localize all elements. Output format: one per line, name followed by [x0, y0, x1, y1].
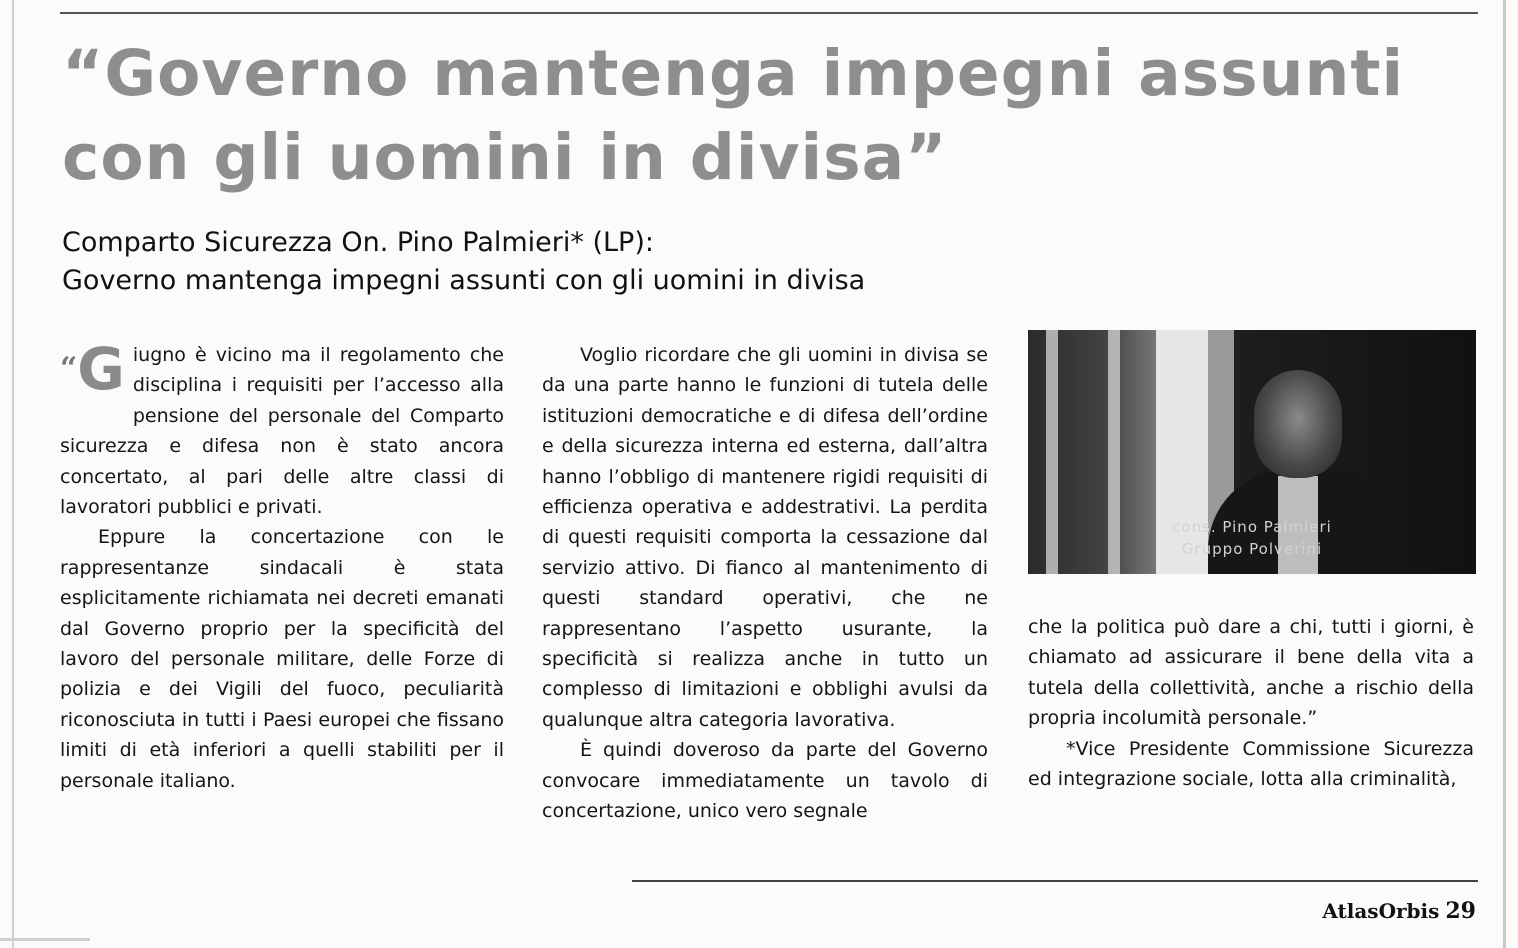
subtitle-line-1: Comparto Sicurezza On. Pino Palmieri* (LP): [62, 227, 654, 258]
photo-caption [1028, 516, 1476, 560]
column-3-paragraph-1: che la politica può dare a chi, tutti i giorni, è chiamato ad assicurare il bene della vita a tutela della collettività, anche a rischio della propria incolumità personale.” [1028, 616, 1474, 730]
scan-mark [0, 938, 90, 941]
top-rule [60, 12, 1478, 14]
subtitle [62, 224, 1062, 300]
column-1-paragraph-1 [60, 340, 504, 522]
subtitle-line-2: Governo mantenga impegni assunti con gli uomini in divisa [62, 265, 866, 296]
person-head [1254, 370, 1342, 478]
article-column-2 [542, 340, 988, 827]
headline-line-1: “Governo mantenga impegni assunti [62, 37, 1405, 110]
headline [62, 32, 1462, 200]
column-2-paragraph-1: Voglio ricordare che gli uomini in divisa se da una parte hanno le funzioni di tutela delle istituzioni democratiche e di difesa dell’ordine e della sicurezza interna ed esterna, dall’altra hanno l’obbligo di mantenere rigidi requisiti di efficienza operativa e addestrativi. La perdita di questi requisiti comporta la cessazione dal servizio attivo. Di fianco al mantenimento di questi standard operativi, che ne rappresentano l’aspetto usurante, la specificità si realizza anche in tutto un complesso di limitazioni e obblighi avulsi da qualunque altra categoria lavorativa. [542, 344, 988, 731]
photo-caption-name: cons. Pino Palmieri [1172, 518, 1332, 536]
magazine-logo: AtlasOrbis [1322, 899, 1440, 923]
column-2-paragraph-2: È quindi doveroso da parte del Governo convocare immediatamente un tavolo di concertazione, unico vero segnale [542, 739, 988, 823]
dropcap-block [60, 342, 125, 410]
page-number: 29 [1445, 898, 1476, 924]
column-3-footnote: *Vice Presidente Commissione Sicurezza ed integrazione sociale, lotta alla criminalità, [1028, 737, 1474, 791]
headline-line-2: con gli uomini in divisa” [62, 121, 948, 194]
portrait-photo [1028, 330, 1476, 574]
article-column-3 [1028, 612, 1474, 794]
scan-edge-left [12, 0, 14, 948]
bottom-rule [632, 880, 1478, 882]
scan-edge-right [1503, 0, 1506, 948]
column-1-paragraph-2: Eppure la concertazione con le rappresentanze sindacali è stata esplicitamente richiamata nei decreti emanati dal Governo proprio per la specificità del lavoro del personale militare, delle Forze di polizia e dei Vigili del fuoco, peculiarità riconosciuta in tutti i Paesi europei che fissano limiti di età inferiori a quelli stabiliti per il personale italiano. [60, 526, 504, 792]
opening-quote-mark: “ [60, 351, 78, 386]
dropcap-letter: G [77, 340, 125, 403]
page-footer [1270, 898, 1476, 924]
article-column-1 [60, 340, 504, 850]
photo-caption-group: Gruppo Polverini [1181, 540, 1323, 558]
column-1-paragraph-1-text: iugno è vicino ma il regolamento che disciplina i requisiti per l’accesso alla pensione del personale del Comparto sicurezza e difesa non è stato ancora concertato, al pari delle altre classi di lavoratori pubblici e privati. [60, 344, 504, 519]
